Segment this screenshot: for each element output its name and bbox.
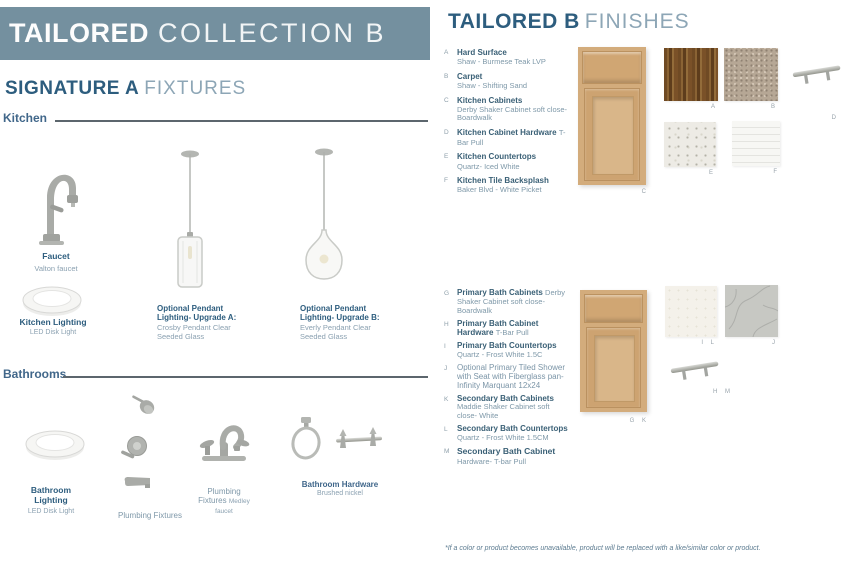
kitchen-section-rule [55,120,428,122]
finish-desc: Hardware- T-bar Pull [457,457,527,467]
faucet-foot [39,241,64,245]
pull-leg [804,75,809,84]
swatch-shower-tile [725,285,778,346]
fixtures-heading [5,78,246,100]
medley-faucet-image [196,414,252,464]
plumbing-medley-label [194,487,254,515]
footnote: *If a color or product becomes unavailable, product will be replaced with a like/similar color or product. [445,545,761,552]
finish-letter: C [444,96,449,104]
fixtures-heading-bold: SIGNATURE A [5,78,140,99]
finish-letter: J [444,364,448,372]
finish-item-a [444,48,569,67]
bathroom-lighting-desc: LED Disk Light [27,507,75,515]
kitchen-lighting-desc: LED Disk Light [29,328,77,336]
finish-desc: Derby Shaker Cabinet soft close- Boardwalk [457,104,568,123]
faucet-left-stem [205,446,210,455]
plumbing-fixtures-label [105,511,195,520]
pull-leg [826,71,831,80]
finish-letter: H [444,320,449,328]
cabinet-drawer [584,294,643,323]
finish-desc: Optional Primary Tiled Shower with Seat with Fiberglass pan- Infinity Marquant 12x24 [457,362,566,390]
disk-lens [36,435,74,451]
finishes-list-bottom [444,289,569,467]
paper-holder-image [331,424,385,458]
wood-swatch-image [664,48,718,101]
bath-cabinet-sample-image [580,290,647,412]
header-bar [0,7,430,60]
faucet-spout [67,195,78,203]
finish-letter: F [444,177,448,185]
swatch-il-label: I L [701,340,714,346]
kitchen-faucet-image [16,146,88,248]
finish-desc: Derby Shaker Cabinet soft close- Boardwalk [457,288,566,315]
finish-desc: Quartz - Frost White 1.5CM [457,433,549,443]
finish-desc: T-Bar Pull [457,128,566,147]
kitchen-lighting-title: Kitchen Lighting [19,317,87,327]
tbar-pull-hm-image [668,356,722,386]
faucet-title: Faucet [42,251,70,261]
swatch-hard-surface [664,48,718,110]
finish-letter: E [444,153,449,161]
kitchen-cabinet-sample-image [578,47,646,185]
finish-letter: D [444,129,449,137]
finish-desc: Shaw - Burmese Teak LVP [457,57,546,67]
bathrooms-section-rule [63,376,428,378]
pendant-a-image [162,148,218,298]
finish-item-i [444,342,569,360]
bathroom-hardware-title: Bathroom Hardware [301,480,379,489]
finish-letter: I [444,342,446,350]
swatch-backsplash-tile [732,121,780,175]
bathroom-hardware-label [294,480,386,499]
quartz-swatch-image [664,122,716,167]
finish-item-c [444,96,569,123]
finish-title: Primary Bath Cabinets [457,288,543,297]
finish-desc: Shaw - Shifting Sand [457,81,528,90]
finish-title: Kitchen Cabinets [457,95,523,105]
shower-trim-image [114,392,170,500]
swatch-f-label: F [773,169,777,175]
pendant-b-image [296,146,352,296]
plumbing-medley-title-text: Plumbing Fixtures [198,487,241,506]
marble-swatch-image [725,285,778,337]
finishes-heading-light: FINISHES [584,10,690,33]
pendant-glass-cylinder [178,237,202,287]
finish-item-f [444,176,569,195]
kitchen-disk-light-image [21,282,83,320]
pull-bar [671,361,719,373]
finishes-heading [448,10,690,34]
faucet-nozzle [71,203,75,207]
faucet-base-plate [202,456,246,461]
holder-right-post [370,434,376,446]
pendant-a-label [157,304,249,341]
ring-mount [301,417,311,423]
holder-right-finial [370,427,377,434]
finish-title: Primary Bath Countertops [457,340,557,350]
finish-title: Secondary Bath Cabinets [457,393,554,403]
page-title-light: COLLECTION B [158,18,387,48]
finish-desc: T-Bar Pull [495,327,529,337]
pendant-rod [323,152,324,230]
bathroom-hardware-desc: Brushed nickel [317,490,363,498]
pendant-b-desc: Everly Pendant Clear Seeded Glass [300,323,371,342]
finish-item-d [444,128,569,147]
finish-item-h [444,320,569,338]
faucet-spout-tip [234,446,240,451]
finish-letter: M [444,448,450,456]
swatch-kitchen-countertop [664,122,716,176]
pull-leg [704,367,709,376]
pull-bar [793,65,841,77]
cabinet-panel [592,96,634,175]
swatch-b-label: B [770,104,775,110]
white-quartz-swatch-image [665,286,717,337]
finish-title: Hard Surface [457,48,507,57]
swatch-hm-label: H M [713,389,730,395]
swatch-j-label: J [772,340,775,346]
plumbing-medley-desc: faucet [215,507,233,515]
finish-desc: Maddie Shaker Cabinet soft close- White [457,402,550,421]
towel-ring-image [287,416,327,462]
fixtures-heading-light: FIXTURES [144,78,247,99]
swatch-bath-countertop [665,286,717,346]
finish-item-g [444,289,569,316]
tbar-pull-d-image [790,60,844,90]
cabinet-door [584,88,640,181]
pendant-a-title: Optional Pendant Lighting- Upgrade A: [157,304,237,323]
tile-swatch-image [732,121,780,166]
pendant-bulb [188,246,192,259]
disk-lens [33,291,71,307]
pendant-b-label [300,304,392,341]
finish-desc: Quartz - Frost White 1.5C [457,349,543,359]
holder-left-post [340,436,346,448]
finish-letter: B [444,72,449,80]
finish-item-j [444,364,569,391]
finish-desc: Quartz- Iced White [457,161,520,171]
tub-spout-tip [145,484,150,488]
plumbing-medley-suffix: Medley [228,498,250,506]
finish-title: Kitchen Tile Backsplash [457,176,549,186]
finish-title: Kitchen Cabinet Hardware [457,128,557,138]
swatch-d-label: D [831,115,836,121]
page-title [9,18,386,49]
holder-left-finial [340,429,347,436]
carpet-swatch-image [724,48,778,101]
bathroom-lighting-label [26,486,76,516]
cabinet-drawer [582,51,642,84]
finish-item-k [444,395,569,422]
finish-letter: A [444,49,449,56]
finish-title: Primary Bath Cabinet Hardware [457,318,539,337]
kitchen-lighting-label [12,318,94,337]
faucet-desc: Valton faucet [34,263,78,273]
finish-item-m [444,447,569,466]
finish-item-l [444,425,569,443]
finish-item-e [444,152,569,171]
finish-title: Carpet [457,71,483,81]
faucet-arc-spout [223,428,242,447]
cabinet-gk-label: G K [629,418,646,424]
valve-hub [133,442,141,450]
finish-letter: K [444,395,449,403]
pendant-rod [189,154,190,233]
bathroom-lighting-title: Bathroom Lighting [30,485,72,505]
faucet-label [20,252,92,273]
ring-loop [291,426,322,460]
swatch-a-label: A [710,104,715,110]
ring-post [304,423,309,427]
swatch-e-label: E [708,170,713,176]
plumbing-medley-title [194,487,254,506]
finish-desc: Baker Blvd - White Picket [457,185,542,195]
finishes-heading-bold: TAILORED B [448,10,580,33]
cabinet-door [586,327,641,408]
cabinet-c-label: C [641,189,646,195]
plumbing-fixtures-title: Plumbing Fixtures [117,511,183,520]
finish-letter: L [444,426,448,434]
bathroom-disk-light-image [24,426,86,464]
pendant-b-title: Optional Pendant Lighting- Upgrade B: [300,304,380,323]
pendant-bulb [320,255,329,264]
finish-item-b [444,72,569,91]
finishes-list-top [444,48,569,195]
finish-title: Secondary Bath Countertops [457,424,568,434]
marble-base [725,285,778,337]
finish-letter: G [444,290,450,297]
pendant-a-desc: Crosby Pendant Clear Seeded Glass [157,323,231,342]
finish-title: Kitchen Countertops [457,152,537,162]
page-title-bold: TAILORED [9,18,149,48]
finish-title: Secondary Bath Cabinet [457,446,556,457]
kitchen-section-label: Kitchen [3,111,48,125]
swatch-carpet [724,48,778,110]
faucet-base [43,234,60,242]
bathrooms-section-label: Bathrooms [3,367,67,381]
pull-leg [682,371,687,380]
cabinet-panel [594,335,635,402]
